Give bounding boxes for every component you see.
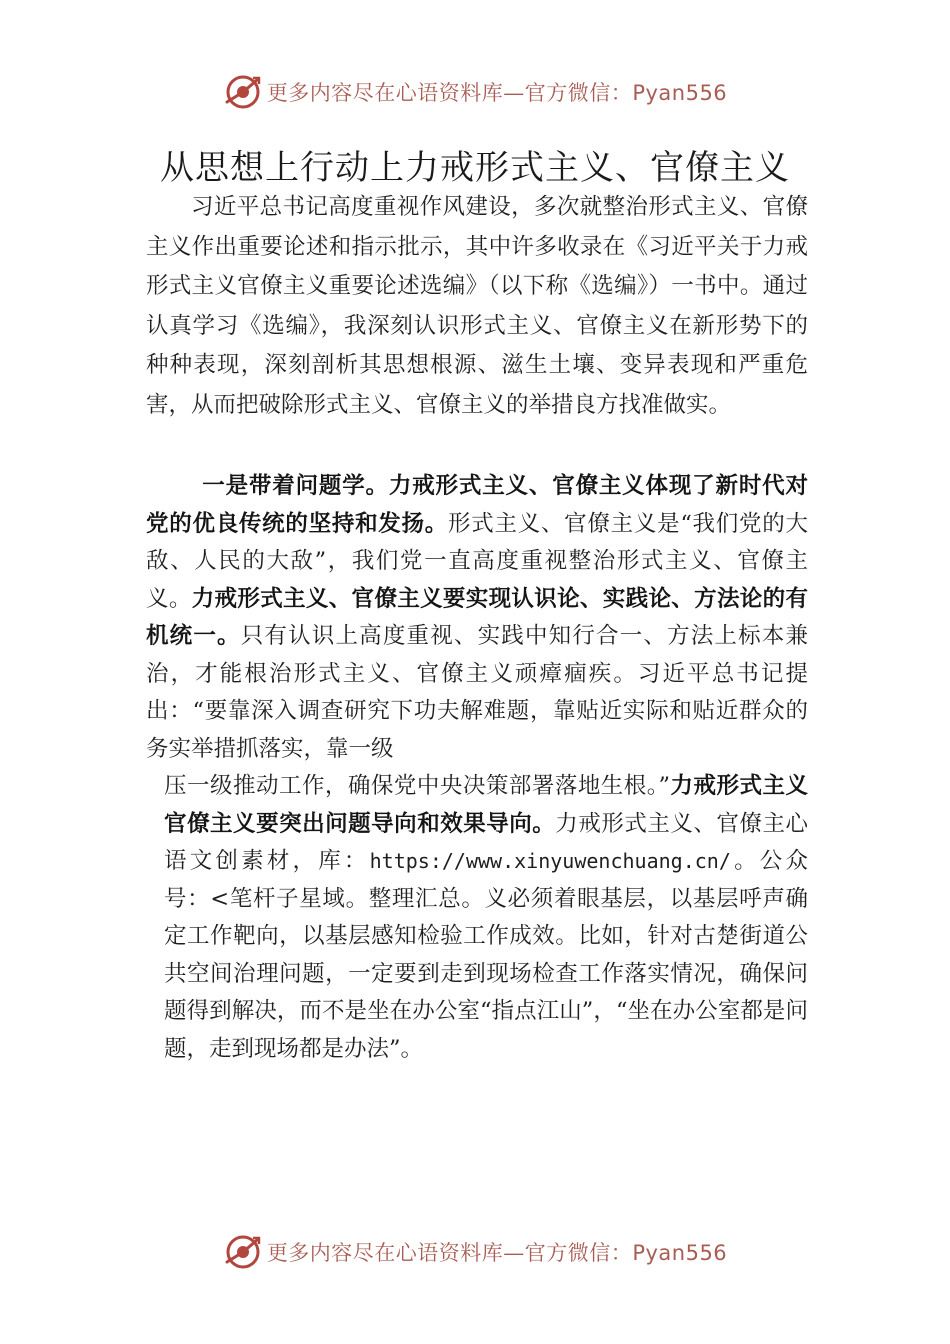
- header-wechat-id: Pyan556: [632, 81, 728, 105]
- paragraph-point-one: [146, 468, 808, 1068]
- point-one-bold-c: 力戒形式主义官僚主义要突出问题导向和效果导向。: [164, 773, 808, 837]
- point-one-line-c: 压一级推动工作，确保党中央决策部署落地生根。”力戒形式主义官僚主义要突出问题导向和效果导向。力戒形式主义、官僚主心语文创素材，库：https://www.xinyuwenchuang.cn/。公众号：<笔杆子星域。整理汇总。义必须着眼基层，以基层呼声确定工作靶向，以基层感知检验工作成效。比如，针对古楚街道公共空间治理问题，一定要到走到现场检查工作落实情况，确保问题得到解决，而不是坐在办公室“指点江山”，“坐在办公室都是问题，走到现场都是办法”。: [164, 773, 808, 1062]
- footer-banner: [0, 1230, 950, 1274]
- source-url-link[interactable]: https://www.xinyuwenchuang.cn/: [369, 849, 731, 873]
- header-banner: [0, 70, 950, 114]
- point-one-text-b: 只有认识上高度重视、实践中知行合一、方法上标本兼治，才能根治形式主义、官僚主义顽瘴痼疾。习近平总书记提出：“要靠深入调查研究下功夫解难题，靠贴近实际和贴近群众的务实举措抓落实，靠一级: [146, 623, 808, 762]
- point-one-text-e: 。公众号：<笔杆子星域。整理汇总。义必须着眼基层，以基层呼声确定工作靶向，以基层感知检验工作成效。比如，针对古楚街道公共空间治理问题，一定要到走到现场检查工作落实情况，确保问题得到解决，而不是坐在办公室“指点江山”，“坐在办公室都是问题，走到现场都是办法”。: [164, 848, 808, 1062]
- footer-wechat-id: Pyan556: [632, 1241, 728, 1265]
- brand-logo-icon: [223, 1232, 263, 1272]
- point-one-text-a: 形式主义、官僚主义是“我们党的大敌、人民的大敌”，我们党一直高度重视整治形式主义、官僚主义。: [146, 510, 808, 612]
- footer-banner-text: 更多内容尽在心语资料库—官方微信：Pyan556: [266, 1241, 728, 1265]
- document-title: 从思想上行动上力戒形式主义、官僚主义: [160, 148, 790, 188]
- paragraph-intro: 习近平总书记高度重视作风建设，多次就整治形式主义、官僚主义作出重要论述和指示批示，其中许多收录在《习近平关于力戒形式主义官僚主义重要论述选编》（以下称《选编》）一书中。通过认真学习《选编》，我深刻认识形式主义、官僚主义在新形势下的种种表现，深刻剖析其思想根源、滋生土壤、变异表现和严重危害，从而把破除形式主义、官僚主义的举措良方找准做实。: [146, 194, 808, 418]
- point-one-bold-b: 力戒形式主义、官僚主义要实现认识论、实践论、方法论的有机统一。: [146, 585, 808, 649]
- point-one-text-d: 力戒形式主义、官僚主心语文创素材，库：: [164, 810, 808, 874]
- header-banner-text: 更多内容尽在心语资料库—官方微信：Pyan556: [266, 81, 728, 105]
- point-one-heading: 一是带着问题学。力戒形式主义、官僚主义体现了新时代对党的优良传统的坚持和发扬。: [146, 473, 808, 537]
- brand-logo-icon: [223, 72, 263, 112]
